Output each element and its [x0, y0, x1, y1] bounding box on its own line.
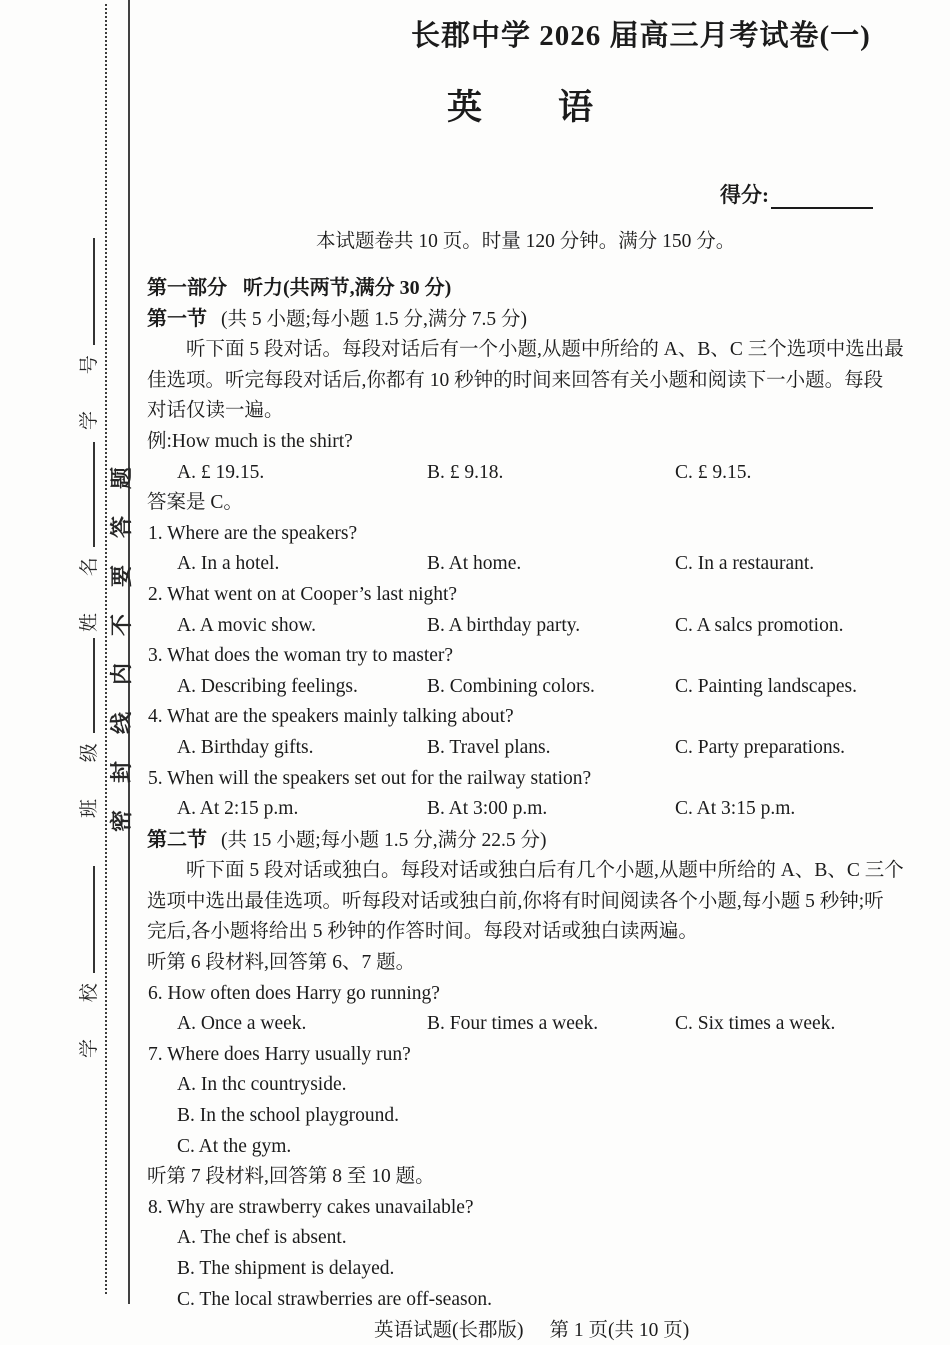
page-footer [374, 1314, 689, 1342]
school-blank [93, 866, 95, 973]
part1-heading [147, 273, 913, 304]
option-b: B. A birthday party. [427, 614, 581, 636]
class-blank [93, 638, 95, 733]
question-stem: 4. What are the speakers mainly talking about? [148, 706, 514, 728]
part1-heading-label: 第一部分 [147, 277, 227, 299]
name-label: 姓 名 [78, 541, 100, 632]
section2-instructions-line: 听下面 5 段对话或独白。每段对话或独白后有几个小题,从题中所给的 A、B、C 三个 [186, 860, 904, 882]
option-b: B. The shipment is delayed. [177, 1258, 395, 1279]
option-a: A. The chef is absent. [177, 1227, 347, 1249]
section2-instructions-line: 完后,各小题将给出 5 秒钟的作答时间。每段对话或独白读两遍。 [147, 921, 698, 943]
option-b: B. At 3:00 p.m. [427, 798, 548, 820]
option-c: C. Party preparations. [675, 736, 846, 758]
option-c: C. Six times a week. [675, 1013, 836, 1035]
option-a: A. In thc countryside. [177, 1074, 347, 1096]
paper-meta-line: 本试题卷共 10 页。时量 120 分钟。满分 150 分。 [316, 231, 736, 252]
option-a: A. Once a week. [177, 1013, 307, 1035]
material-6-line: 听第 6 段材料,回答第 6、7 题。 [147, 952, 416, 974]
material-7-line: 听第 7 段材料,回答第 8 至 10 题。 [147, 1166, 435, 1188]
section1-heading [147, 304, 913, 336]
paper-body [145, 273, 913, 1315]
name-blank [93, 442, 95, 547]
subject-title [447, 80, 593, 130]
score-label: 得分: [720, 183, 769, 207]
subject-char-left: 英 [447, 88, 483, 127]
footer-doc-label: 英语试题(长郡版) [374, 1320, 524, 1341]
section2-heading [147, 825, 913, 857]
question-stem: 3. What does the woman try to master? [148, 645, 454, 667]
question-options [145, 1009, 913, 1040]
option-c: C. A salcs promotion. [675, 614, 844, 636]
section1-instructions-line: 对话仅读一遍。 [147, 400, 284, 422]
example-answer: 答案是 C。 [147, 492, 243, 514]
option-a: A. At 2:15 p.m. [177, 798, 299, 820]
margin-field-school [74, 866, 100, 1058]
section1-label: 第一节 [147, 307, 207, 330]
option-a: A. In a hotel. [177, 553, 280, 575]
seal-warning-text: 密封线内不要答题 [108, 439, 134, 832]
footer-page-label: 第 1 页(共 10 页) [549, 1320, 690, 1341]
question-options [145, 733, 913, 764]
section2-brief: (共 15 小题;每小题 1.5 分,满分 22.5 分) [221, 829, 547, 851]
part1-heading-rest: 听力(共两节,满分 30 分) [243, 277, 452, 299]
question-stem: 7. Where does Harry usually run? [148, 1043, 411, 1065]
option-b: B. Travel plans. [427, 736, 551, 758]
option-a: A. Describing feelings. [177, 675, 358, 697]
section1-brief: (共 5 小题;每小题 1.5 分,满分 7.5 分) [221, 308, 528, 330]
option-c: C. At 3:15 p.m. [675, 798, 796, 820]
exam-title: 长郡中学 2026 届高三月考试卷(一) [411, 20, 871, 52]
example-stem: 例:How much is the shirt? [147, 430, 353, 452]
question-options [145, 794, 913, 825]
section2-label: 第二节 [147, 828, 207, 851]
question-options [145, 672, 913, 703]
question-stem: 8. Why are strawberry cakes unavailable? [148, 1196, 474, 1218]
option-a: A. A movic show. [177, 614, 317, 636]
margin-field-name [74, 442, 100, 632]
option-c: C. Painting landscapes. [675, 675, 857, 697]
question-options [145, 611, 913, 642]
section2-instructions-line: 选项中选出最佳选项。听每段对话或独白前,你将有时间阅读各个小题,每小题 5 秒钟;听 [147, 890, 884, 912]
example-option-a: A. £ 19.15. [177, 461, 265, 483]
margin-field-class [74, 638, 100, 818]
score-field [720, 179, 873, 209]
score-blank [771, 185, 873, 209]
option-c: C. In a restaurant. [675, 553, 815, 575]
question-stem: 6. How often does Harry go running? [148, 982, 440, 1004]
class-label: 班 级 [78, 727, 100, 818]
option-c: C. At the gym. [177, 1135, 292, 1157]
section1-instructions-line: 佳选项。听完每段对话后,你都有 10 秒钟的时间来回答有关小题和阅读下一小题。每段 [147, 369, 884, 391]
section1-instructions-line: 听下面 5 段对话。每段对话后有一个小题,从题中所给的 A、B、C 三个选项中选出最 [186, 339, 904, 361]
example-option-c: C. £ 9.15. [675, 461, 752, 483]
student-id-label: 学 号 [78, 339, 100, 430]
example-option-b: B. £ 9.18. [427, 461, 504, 483]
subject-char-right: 语 [558, 88, 594, 127]
question-options [145, 549, 913, 580]
option-b: B. Combining colors. [427, 675, 595, 697]
question-stem: 2. What went on at Cooper’s last night? [148, 583, 458, 605]
option-b: B. Four times a week. [427, 1013, 599, 1035]
school-label: 学 校 [78, 967, 100, 1058]
margin-field-student-id [74, 238, 100, 430]
option-c: C. The local strawberries are off-season. [177, 1288, 492, 1310]
student-id-blank [93, 238, 95, 345]
option-b: B. In the school playground. [177, 1105, 400, 1127]
question-stem: 1. Where are the speakers? [148, 522, 358, 544]
question-stem: 5. When will the speakers set out for the railway station? [148, 767, 592, 789]
option-b: B. At home. [427, 553, 522, 575]
option-a: A. Birthday gifts. [177, 736, 314, 758]
example-options [145, 458, 913, 489]
